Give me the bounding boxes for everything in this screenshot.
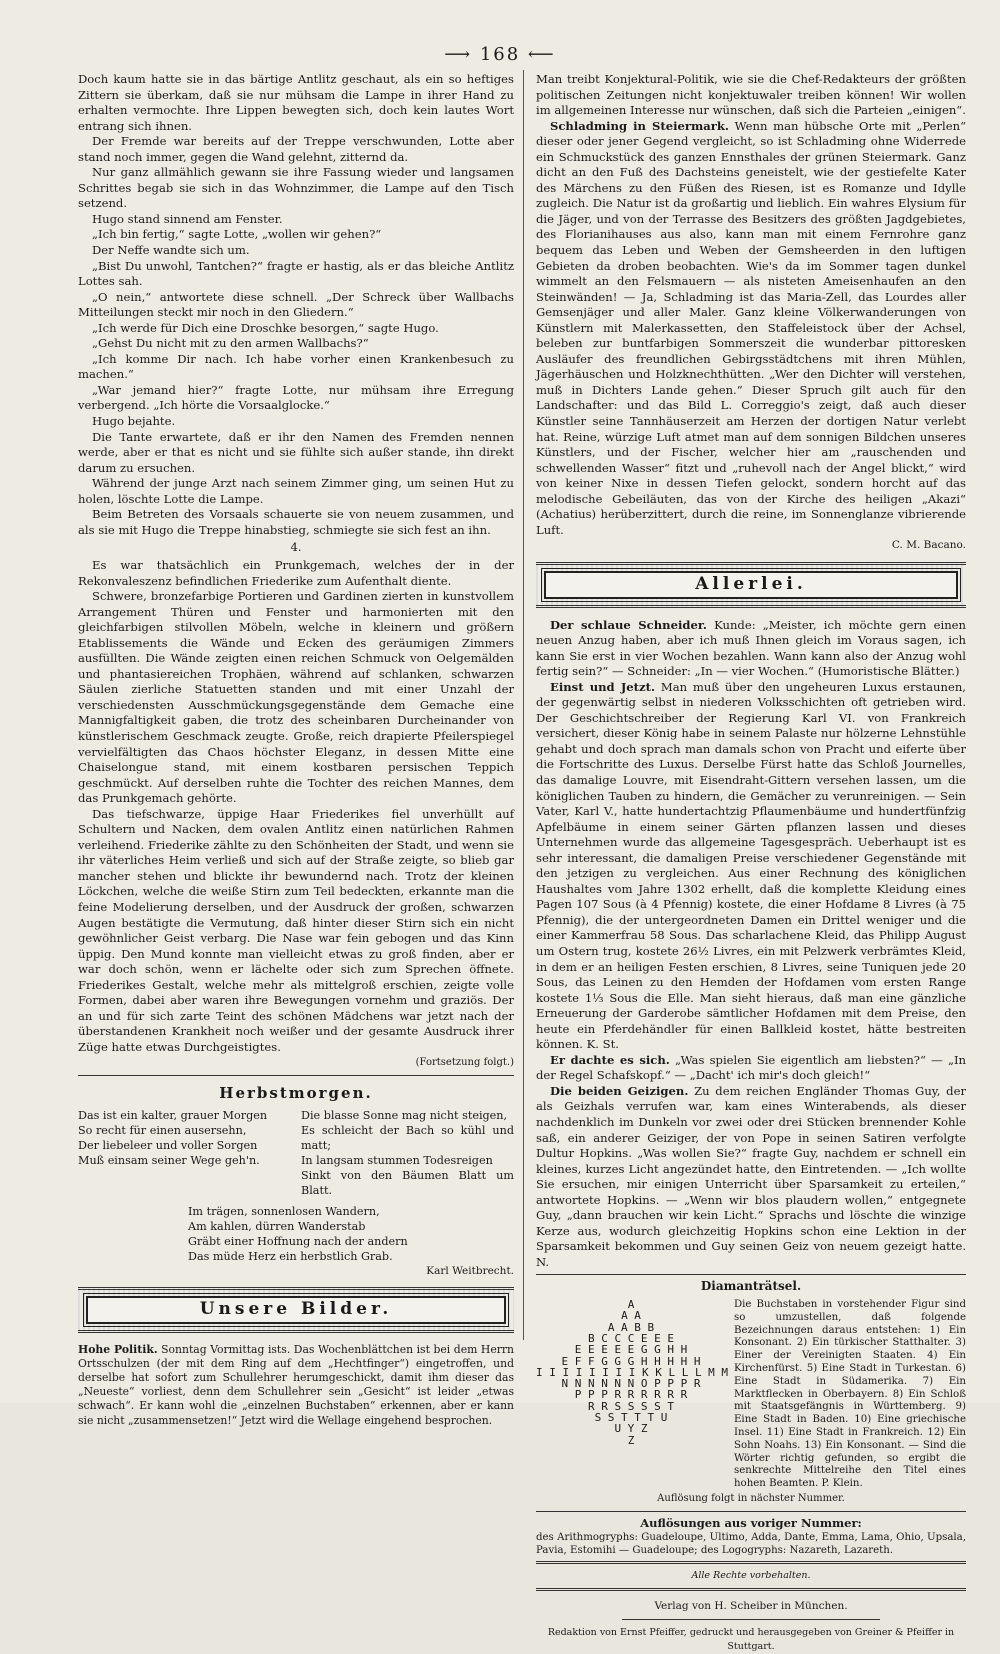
right-column (536, 72, 966, 1654)
diamond-row: Z (627, 1433, 635, 1447)
page-number-value: 168 (479, 44, 521, 65)
pictures-paragraph (78, 1343, 514, 1428)
diamond-row: A (627, 1298, 635, 1312)
riddle-title: Diamanträtsel. (700, 1279, 802, 1294)
diamond-row: I I I I I I I I K K L L L M M (536, 1365, 729, 1379)
story-paragraph: Hugo bejahte. (92, 414, 176, 429)
column-divider (523, 70, 524, 1340)
einst-headline: Einst und Jetzt. (550, 679, 656, 694)
pictures-banner (78, 1287, 514, 1333)
story-paragraph: Das tiefschwarze, üppige Haar Friederikes fiel unverhüllt auf Schultern und Nacken, dem ovalen Antlitz einen natürlichen Rahmen verleihend. Friederike zählte zu den Schönheiten der Stadt, und wenn sie ihr väterliches Heim verließ und sich auf der Straße zeigte, so blieb gar mancher stehen und blickte ihr bewundernd nach. Trotz der kleinen Löckchen, welche die weiße Stirn zum Teil bedeckten, erkannte man die feine Modelierung derselben, und der Ausdruck der großen, schwarzen Augen bestätigte die Vermutung, daß hinter dieser Stirn sich ein nicht gewöhnlicher Geist verbarg. Die Nase war fein gebogen und das Kinn üppig. Den Mund konnte man vielleicht etwas zu groß finden, aber er war doch schön, wenn er lächelte oder sich zum Sprechen öffnete. Friederikes Gestalt, welche mehr als mittelgroß erschien, zeigte volle Formen, dabei aber waren ihre Bewegungen vornehm und graziös. Der an und für sich zarte Teint des schönen Mädchens war jetzt nach der überstandenen Krankheit noch weißer und der gesamte Ausdruck ihrer Züge hatte etwas Durchgeistigtes. (78, 806, 514, 1054)
story-paragraph: Der Fremde war bereits auf der Treppe verschwunden, Lotte aber stand noch immer, gegen die Wand gelehnt, zitternd da. (78, 134, 514, 164)
dachte-paragraph (536, 1053, 966, 1084)
tailor-paragraph (536, 618, 966, 680)
diamond-row: A A B B (607, 1320, 655, 1334)
poem-stanza-right (301, 1108, 514, 1198)
poem-line: Am kahlen, dürren Wanderstab (188, 1219, 366, 1233)
story-part2 (78, 558, 514, 1056)
poem-line: Der liebeleer und voller Sorgen (78, 1138, 258, 1152)
story-paragraph: „Ich werde für Dich eine Droschke besorgen,“ sagte Hugo. (92, 320, 439, 335)
solutions-title: Auflösungen aus voriger Nummer: (640, 1515, 862, 1530)
diamond-row: N N N N N N O P P P R (561, 1377, 701, 1391)
pictures-body: Sonntag Vormittag ists. Das Wochenblättchen ist bei dem Herrn Ortsschulzen (der mit dem Ring auf dem „Hechtfinger“) eingetroffen, und derselbe hat sofort zum Schullehrer herumgeschickt, damit ihm dieser das „Neueste“ vorliest, denn dem Schullehrer sein „Gesicht“ ist leider „etwas schwach“. Er kann wohl die „einzelnen Buchstaben“ erkennen, aber er kann sie nicht „zusammensetzen!“ Jetzt wird die Wellage eingehend besprochen. (78, 1342, 514, 1427)
divider (78, 1075, 514, 1076)
poem-line: Gräbt einer Hoffnung nach der andern (188, 1234, 408, 1248)
publisher-line: Verlag von H. Scheiber in München. (654, 1599, 848, 1612)
diamond-row: U Y Z (614, 1422, 648, 1436)
schladming-author: C. M. Bacano. (891, 539, 966, 552)
schladming-body: Wenn man hübsche Orte mit „Perlen“ dieser oder jener Gegend vergleicht, so ist Schladming ohne Widerrede ein Schmuckstück des ganzen Ennsthales der grünen Steiermark. Ganz dicht an den Fuß des Dachsteins geneistelt, wie der gestiefelte Kater des Märchens zu den Füßen des Riesen, ist es Romanze und Idylle zugleich. Die Natur ist da großartig und lieblich. Ein wahres Elysium für die Jäger, und von der Terrasse des Besitzers des größten Jagdgebietes, des Florianihauses aus also, kann man mit einem Fernrohre ganz bequem das Leben und Weben der Gemsheerden in den luftigen Gebieten da droben beobachten. Wie's da im Sommer tagen dunkel wimmelt an den Felsmauern — als nisteten Ameisenhaufen an den Steinwänden! — Ja, Schladming ist das Maria-Zell, das Lourdes aller Gemsenjäger und aller Maler. Ganz kleine Völkerwanderungen von Künstlern mit Malerkassetten, den Staffeleistock über der Achsel, beleben zur buntfarbigen Sommerszeit die wunderbar pittoresken Ausläufer des freundlichen Gebirgsstädtchens mit ihren Mühlen, Jägerhäuschen und Holzknechthütten. „Wer den Dichter will verstehen, muß in Dichters Lande gehen.“ Dieser Spruch gilt auch für den Landschafter: und das Bild L. Correggio's zeigt, daß auch dieser Künstler seine Tannhäuserzeit am Herzen der dortigen Natur verlebt hat. Reine, würzige Luft atmet man auf dem sonnigen Bildchen unseres Künstlers, und der Fischer, welcher hier am „rauschenden und schwellenden Wasser“ fitzt und „ruhevoll nach der Angel blickt,“ wird von keiner Nixe in dessen Tiefen gelockt, sondern horcht auf das melodische Gebeiläuten, das von der Kirche des heiligen „Akazi“ (Achatius) herüberzittert, durch die reine, im Sonnenglanze vibrierende Luft. (536, 118, 966, 537)
poem-line: Das müde Herz ein herbstlich Grab. (188, 1249, 393, 1263)
schladming-paragraph (536, 119, 966, 539)
riddle-author: P. Klein. (821, 1478, 863, 1490)
poem-author: Karl Weitbrecht. (426, 1264, 514, 1277)
poem-line: Es schleicht der Bach so kühl und matt; (301, 1123, 514, 1152)
story-paragraph: Die Tante erwartete, daß er ihr den Namen des Fremden nennen werde, aber er that es nicht und sie fühlte sich außer stande, ihn direkt darum zu ersuchen. (78, 429, 514, 475)
story-paragraph: Hugo stand sinnend am Fenster. (92, 211, 283, 226)
rights-note: Alle Rechte vorbehalten. (691, 1570, 811, 1582)
divider (536, 1511, 966, 1512)
continued-note: (Fortsetzung folgt.) (415, 1057, 514, 1069)
diamond-row: E E E E E G G H H (574, 1343, 688, 1357)
geizigen-headline: Die beiden Geizigen. (550, 1083, 689, 1098)
story-paragraph: Der Neffe wandte sich um. (92, 243, 250, 258)
story-paragraph: „Bist Du unwohl, Tantchen?“ fragte er hastig, als er das bleiche Antlitz Lottes sah. (78, 258, 514, 289)
story-paragraph: „Ich komme Dir nach. Ich habe vorher einen Krankenbesuch zu machen.“ (78, 351, 514, 382)
poem-line: Die blasse Sonne mag nicht steigen, (301, 1108, 508, 1122)
einst-body: Man muß über den ungeheuren Luxus erstaunen, der gegenwärtig selbst in niederen Volksschichten oft getrieben wird. Der Geschichtschreiber der Regierung Karl VI. von Frankreich versichert, dieser König habe in seinem Palaste nur hölzerne Lehnstühle gehabt und doch sprach man damals schon von Pracht und eiferte über die Fortschritte des Luxus. Derselbe Fürst hatte das Schloß Journelles, das damalige Louvre, mit Eisendraht-Gittern versehen lassen, um die königlichen Tauben zu hindern, die Gemächer zu verunreinigen. — Sein Vater, Karl V., hatte hundertachtzig Pflaumenbäume und hundertfünfzig Apfelbäume in einem seiner Gärten pflanzen lassen und dieses Unternehmen wurde das allgemeine Tagesgespräch. Ueberhaupt ist es sehr interessant, die damaligen Preise verschiedener Gegenstände mit den jetzigen zu vergleichen. Aus einer Rechnung des königlichen Haushaltes vom Jahre 1302 erhellt, daß die komplette Kleidung eines Pagen 107 Sous (à 4 Pfennig) kostete, die einer Hofdame 8 Livres (à 75 Pfennig), die der untergeordneten Damen ein Drittel weniger und die einer Kammerfrau 58 Sous. Das scharlachene Kleid, das Philipp August um Ostern trug, kostete 26½ Livres, ein mit Pelzwerk verbrämtes Kleid, in dem er an heiligen Festen erschien, 8 Livres, seine Tuniquen jede 20 Sous, das Leinen zu den Hemden der Hofdamen vom ersten Range kostete 1⅓ Sous die Elle. Man sieht hieraus, daß man eine gänzliche Erneuerung der Garderobe sämtlicher Hofdamen mit dem Preise, den heute ein Pferdehändler für einen Ballkleid kostet, hätte bestreiten können. (536, 679, 966, 1052)
riddle-block (536, 1299, 966, 1491)
allerlei-title: Allerlei. (544, 571, 958, 599)
poem-stanzas (78, 1108, 514, 1198)
story-paragraph: „O nein,“ antwortete diese schnell. „Der Schreck über Wallbachs Mitteilungen steckt mir noch in den Gliedern.“ (78, 289, 514, 320)
poem-line: So recht für einen ausersehn, (78, 1123, 247, 1137)
riddle-note: Auflösung folgt in nächster Nummer. (657, 1492, 845, 1504)
story-paragraph: „War jemand hier?“ fragte Lotte, nur mühsam ihre Erregung verbergend. „Ich hörte die Vorsaalglocke.“ (78, 382, 514, 413)
geizigen-paragraph (536, 1084, 966, 1271)
riddle-instructions: Die Buchstaben in vorstehender Figur sind so umzustellen, daß folgende Bezeichnungen daraus entstehen: 1) Ein Konsonant. 2) Ein türkischer Statthalter. 3) Einer der Vereinigten Staaten. 4) Ein Kirchenfürst. 5) Eine Stadt in Turkestan. 6) Eine Stadt in Südamerika. 7) Ein Marktflecken in Oberbayern. 8) Ein Schloß mit Staatsgefängnis in Württemberg. 9) Eine Stadt in Baden. 10) Eine griechische Insel. 11) Eine Stadt in Frankreich. 12) Ein Sohn Noahs. 13) Ein Konsonant. — Sind die Wörter richtig gefunden, so ergibt die senkrechte Mittelreihe den Titel eines hohen Beamten. (734, 1299, 966, 1490)
poem-title: Herbstmorgen. (219, 1084, 373, 1102)
geizigen-body: Zu dem reichen Engländer Thomas Guy, der als Geizhals verrufen war, kam eines Winterabends, als dieser nachdenklich im Dunkeln vor zwei oder drei Stücken brennender Kohle saß, ein anderer Geiziger, der von Pope in seinen Satiren verfolgte Dultur Hopkins. „Was wollen Sie?“ fragte Guy, nachdem er schnell ein kleines, kurzes Licht angezündet hatte, den Eintretenden. — „Ich wollte Sie ersuchen, mir einigen Unterricht über Sparsamkeit zu erteilen,“ antwortete Hopkins. — „Wenn wir blos plaudern wollen,“ entgegnete Guy, „dann brauchen wir kein Licht.“ Sprachs und löschte die winzige Kerze aus, wodurch gleichzeitig Hopkins schon eine Lektion in der Sparsamkeit bekommen und Guy seinen Geiz von neuem gezeigt hatte. (536, 1083, 967, 1254)
story-paragraph: „Ich bin fertig,“ sagte Lotte, „wollen wir gehen?“ (92, 227, 382, 242)
story-paragraph: „Gehst Du nicht mit zu den armen Wallbachs?“ (92, 336, 369, 351)
diamond-figure (536, 1298, 729, 1491)
page-number: ⟶ 168 ⟵ (444, 44, 556, 65)
story-paragraph: Doch kaum hatte sie in das bärtige Antlitz geschaut, als ein so heftiges Zittern sie überkam, daß sie nur mühsam die Lampe in ihrer Hand zu erhalten vermochte. Ihre Lippen bewegten sich, doch kein lautes Wort entrang sich ihnen. (78, 72, 514, 133)
diamond-row: S S T T T U (594, 1410, 668, 1424)
diamond-row: R R S S S S T (587, 1399, 675, 1413)
poem-stanza-last (78, 1204, 514, 1264)
story-paragraph: Beim Betreten des Vorsaals schauerte sie von neuem zusammen, und als sie mit Hugo die Treppe hinabstieg, schmiegte sie sich fest an ihn. (78, 507, 514, 537)
left-column (78, 72, 514, 1428)
editor-line: Redaktion von Ernst Pfeiffer, gedruckt und herausgegeben von Greiner & Pfeiffer in Stuttgart. (547, 1626, 955, 1652)
story-paragraph: Während der junge Arzt nach seinem Zimmer ging, um seinen Hut zu holen, löschte Lotte die Lampe. (78, 476, 514, 506)
story-paragraph: Es war thatsächlich ein Prunkgemach, welches der in der Rekonvaleszenz befindlichen Friederike zum Aufenthalt diente. (78, 557, 514, 588)
story-paragraph: Schwere, bronzefarbige Portieren und Gardinen zierten in kunstvollem Arrangement Thüren und Fenster und harmonierten mit den gleichfarbigen stilvollen Möbeln, welche in kleinern und größern Etablissements die Wände und Ecken des geräumigen Zimmers ausfüllten. Die Wände zeigten einen reichen Schmuck von Oelgemälden und phantasiereichen Trophäen, während auf schlanken, schwarzen Säulen zierliche Statuetten standen und mit einer Unzahl der verschiedensten Ausschmückungsgegenstände dem Gemache eine Mannigfaltigkeit gaben, die trotz des scheinbaren Durcheinander von künstlerischem Geschmack zeugte. Große, reich drapierte Pfeilerspiegel vervielfältigten das Chaos höchster Eleganz, in dessen Mitte eine Chaiselongue stand, mit einem kostbaren persischen Teppich geschmückt. Auf derselben ruhte die Tochter des reichen Mannes, dem das Prunkgemach gehörte. (78, 589, 514, 806)
poem-line: In langsam stummen Todesreigen (301, 1153, 493, 1167)
divider (536, 1561, 966, 1564)
diamond-row: P P P R R R R R R (574, 1388, 688, 1402)
tailor-body: Kunde: „Meister, ich möchte gern einen neuen Anzug haben, aber ich muß Ihnen gleich im Voraus sagen, ich kann Sie erst in vier Wochen bezahlen. Wann kann also der Anzug wohl fertig sein?“ — Schneider: „In — vier Wochen.“ (536, 617, 967, 679)
schladming-headline: Schladming in Steiermark. (550, 118, 729, 133)
story-paragraph: Nur ganz allmählich gewann sie ihre Fassung wieder und langsamen Schrittes begab sie sich in das Wohnzimmer, die Lampe auf den Tisch setzend. (78, 165, 514, 211)
geizigen-author: N. (536, 1254, 550, 1269)
dachte-body: „Was spielen Sie eigentlich am liebsten?“ — „In der Regel Schafskopf.“ — „Dacht' ich mir's doch gleich!“ (536, 1052, 966, 1083)
divider (536, 1588, 966, 1591)
einst-author: K. St. (586, 1037, 619, 1052)
riddle-text-block (734, 1299, 966, 1491)
tailor-source: (Humoristische Blätter.) (817, 664, 960, 679)
politics-text: Man treibt Konjektural-Politik, wie sie die Chef-Redakteurs der größten politischen Zeitungen nicht konjektuwaler treiben können! Wir wollen im allgemeinen Interesse nur wünschen, daß sich die Parteien „einigen“. (536, 72, 966, 118)
poem-stanza-left (78, 1108, 291, 1198)
pictures-headline: Hohe Politik. (78, 1342, 158, 1356)
story-part1 (78, 72, 514, 538)
divider (536, 1274, 966, 1275)
poem-line: Im trägen, sonnenlosen Wandern, (188, 1204, 380, 1218)
poem-line: Sinkt von den Bäumen Blatt um Blatt. (301, 1168, 514, 1197)
dachte-headline: Er dachte es sich. (550, 1052, 670, 1067)
diamond-row: A A (621, 1309, 641, 1323)
poem-line: Muß einsam seiner Wege geh'n. (78, 1153, 260, 1167)
allerlei-banner (536, 562, 966, 608)
tailor-headline: Der schlaue Schneider. (550, 617, 707, 632)
einst-paragraph (536, 680, 966, 1053)
pictures-title: Unsere Bilder. (86, 1296, 506, 1324)
diamond-row: B C C C E E E (587, 1331, 675, 1345)
divider (622, 1619, 880, 1620)
solutions-text: des Arithmogryphs: Guadeloupe, Ultimo, Adda, Dante, Emma, Lama, Ohio, Upsala, Pavia, Estomihi — Guadeloupe; des Logogryphs: Nazareth, Lazareth. (536, 1532, 966, 1557)
diamond-row: E F F G G G H H H H H (561, 1354, 701, 1368)
poem-line: Das ist ein kalter, grauer Morgen (78, 1108, 268, 1122)
section-number: 4. (290, 540, 302, 555)
